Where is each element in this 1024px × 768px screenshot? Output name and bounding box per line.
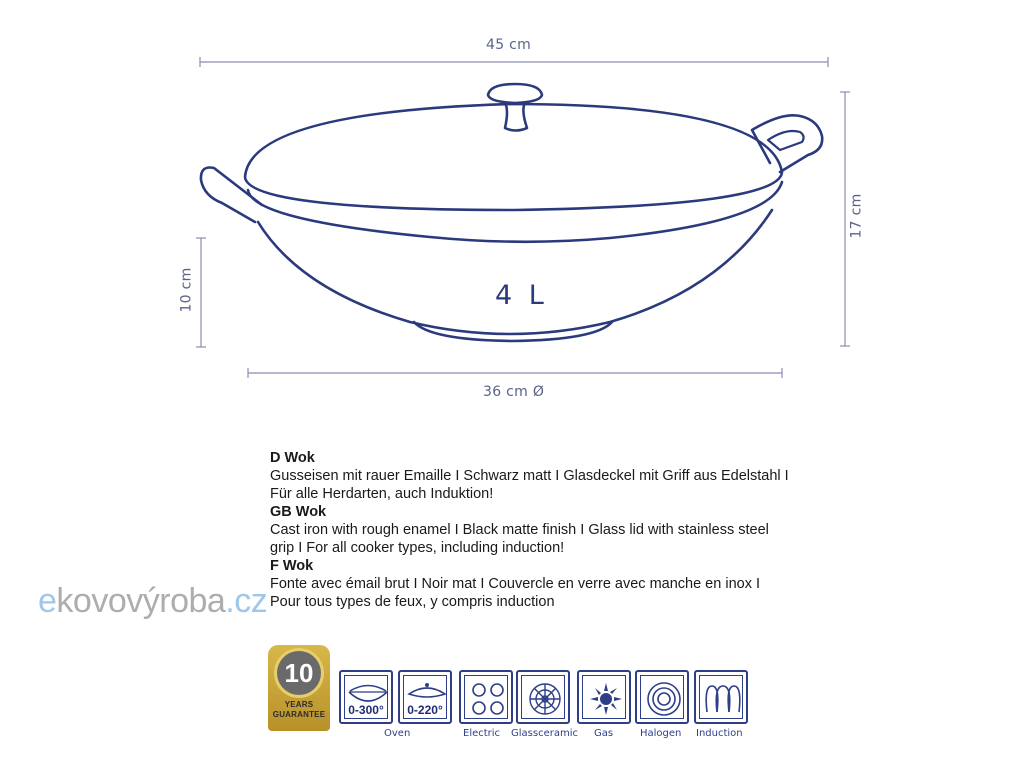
- watermark-e: e: [38, 582, 57, 620]
- induction-coil-icon: [696, 672, 750, 726]
- diameter-dimension-line: [248, 368, 782, 378]
- width-dimension-line: [200, 57, 828, 67]
- watermark-name: kovovýroba: [56, 582, 226, 620]
- heading-fr: F Wok: [270, 558, 314, 574]
- lid-knob-top: [488, 84, 542, 103]
- guarantee-years: 10: [277, 651, 321, 695]
- electric-icon: [459, 670, 513, 724]
- label-halogen: Halogen: [640, 728, 682, 739]
- glassceramic-icon: [516, 670, 570, 724]
- width-label: 45 cm: [486, 37, 532, 53]
- electric-hob-icon: [461, 672, 515, 726]
- lid-outline: [245, 104, 782, 210]
- text-fr-line2: Pour tous types de feux, y compris induction: [270, 594, 555, 610]
- product-description: [270, 449, 910, 611]
- gas-flame-icon: [579, 672, 633, 726]
- halogen-rings-icon: [637, 672, 691, 726]
- guarantee-badge: [268, 645, 330, 731]
- depth-dimension-line: [196, 238, 206, 347]
- text-fr-line1: Fonte avec émail brut I Noir mat I Couvercle en verre avec manche en inox I: [270, 576, 760, 592]
- lid-icon: [400, 672, 454, 726]
- label-glassceramic: Glassceramic: [511, 728, 578, 739]
- guarantee-line2: GUARANTEE: [272, 710, 326, 719]
- height-label: 17 cm: [848, 193, 865, 239]
- lid-knob-stem: [505, 103, 527, 131]
- wok-body: [258, 210, 772, 334]
- glassceramic-hob-icon: [518, 672, 572, 726]
- watermark-domain: .cz: [225, 582, 268, 620]
- oven-220-icon: [398, 670, 452, 724]
- wok-rim: [248, 182, 782, 242]
- label-gas: Gas: [594, 728, 614, 739]
- text-gb-line2: grip I For all cooker types, including induction!: [270, 540, 565, 556]
- diameter-label: 36 cm Ø: [483, 384, 545, 400]
- right-handle-hole: [768, 131, 804, 150]
- text-de-line1: Gusseisen mit rauer Emaille I Schwarz matt I Glasdeckel mit Griff aus Edelstahl I: [270, 468, 789, 484]
- capacity-label: 4 L: [495, 280, 548, 311]
- induction-icon: [694, 670, 748, 724]
- label-induction: Induction: [696, 728, 743, 739]
- gas-icon: [577, 670, 631, 724]
- watermark-logo: [38, 582, 267, 621]
- text-de-line2: Für alle Herdarten, auch Induktion!: [270, 486, 494, 502]
- depth-label: 10 cm: [178, 267, 195, 313]
- wok-base: [414, 322, 612, 341]
- heading-de: D Wok: [270, 450, 315, 466]
- wok-with-lid-icon: [341, 672, 395, 726]
- text-gb-line1: Cast iron with rough enamel I Black matte finish I Glass lid with stainless steel: [270, 522, 769, 538]
- label-oven: Oven: [384, 728, 411, 739]
- guarantee-line1: YEARS: [284, 700, 314, 709]
- halogen-icon: [635, 670, 689, 724]
- label-electric: Electric: [463, 728, 501, 739]
- heading-gb: GB Wok: [270, 504, 327, 520]
- oven-temp-2: 0-220°: [407, 703, 443, 717]
- left-handle: [201, 168, 262, 223]
- oven-300-icon: [339, 670, 393, 724]
- oven-temp-1: 0-300°: [348, 703, 384, 717]
